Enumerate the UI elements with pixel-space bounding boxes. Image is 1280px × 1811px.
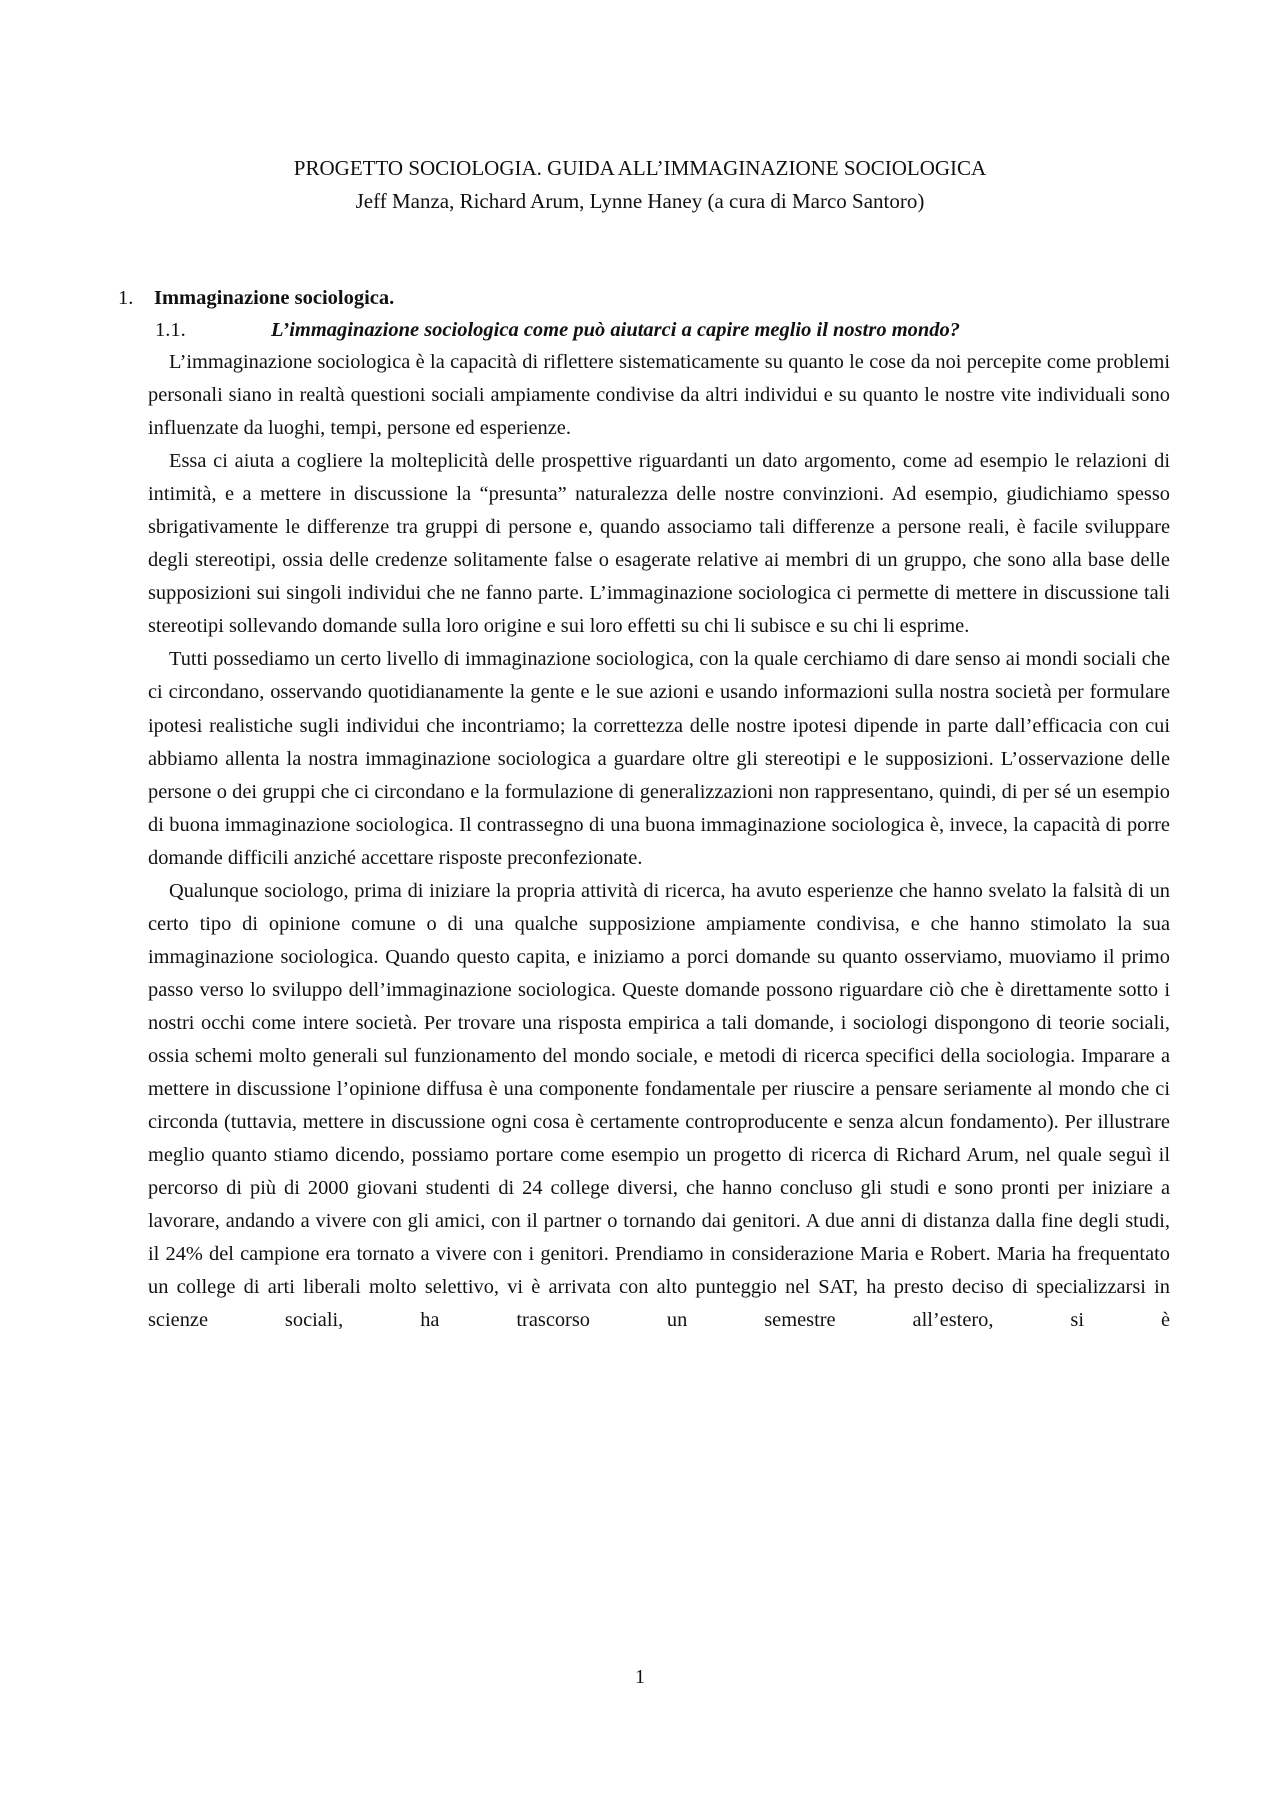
paragraph: Tutti possediamo un certo livello di immaginazione sociologica, con la quale cerchiamo di dare senso ai mondi sociali che ci circondano, osservando quotidianamente la gente e le sue azioni e usando informazioni sulla nostra società per formulare ipotesi realistiche sugli individui che incontriamo; la correttezza delle nostre ipotesi dipende in parte dall’efficacia con cui abbiamo allenta la nostra immaginazione sociologica a guardare oltre gli stereotipi e le supposizioni. L’osservazione delle persone o dei gruppi che ci circondano e la formulazione di generalizzazioni non rappresentano, quindi, di per sé un esempio di buona immaginazione sociologica. Il contrassegno di una buona immaginazione sociologica è, invece, la capacità di porre domande difficili anziché accettare risposte preconfezionate.	[148, 648, 1170, 869]
section-number: 1.	[118, 287, 134, 309]
section-title: Immaginazione sociologica.	[154, 287, 395, 309]
body-text	[148, 346, 1170, 1337]
page-number: 1	[635, 1666, 645, 1688]
subsection-heading	[155, 314, 960, 347]
document-title: PROGETTO SOCIOLOGIA. GUIDA ALL’IMMAGINAZIONE SOCIOLOGICA	[293, 156, 987, 180]
section-heading	[118, 282, 394, 315]
paragraph: Qualunque sociologo, prima di iniziare la propria attività di ricerca, ha avuto esperienze che hanno svelato la falsità di un certo tipo di opinione comune o di una qualche supposizione ampiamente condivisa, e che hanno stimolato la sua immaginazione sociologica. Quando questo capita, e iniziamo a porci domande su quanto osserviamo, muoviamo il primo passo verso lo sviluppo dell’immaginazione sociologica. Queste domande possono riguardare ciò che è direttamente sotto i nostri occhi come intere società. Per trovare una risposta empirica a tali domande, i sociologi dispongono di teorie sociali, ossia schemi molto generali sul funzionamento del mondo sociale, e metodi di ricerca specifici della sociologia. Imparare a mettere in discussione l’opinione diffusa è una componente fondamentale per riuscire a pensare seriamente al mondo che ci circonda (tuttavia, mettere in discussione ogni cosa è certamente controproducente e senza alcun fondamento). Per illustrare meglio quanto stiamo dicendo, possiamo portare come esempio un progetto di ricerca di Richard Arum, nel quale seguì il percorso di più di 2000 giovani studenti di 24 college diversi, che hanno concluso gli studi e sono pronti per iniziare a lavorare, andando a vivere con gli amici, con il partner o tornando dai genitori. A due anni di distanza dalla fine degli studi, il 24% del campione era tornato a vivere con i genitori. Prendiamo in considerazione Maria e Robert. Maria ha frequentato un college di arti liberali molto selettivo, vi è arrivata con alto punteggio nel SAT, ha presto deciso di specializzarsi in scienze sociali, ha trascorso un semestre all’estero, si è	[148, 879, 1170, 1332]
paragraph: Essa ci aiuta a cogliere la molteplicità delle prospettive riguardanti un dato argomento, come ad esempio le relazioni di intimità, e a mettere in discussione la “presunta” naturalezza delle nostre convinzioni. Ad esempio, giudichiamo spesso sbrigativamente le differenze tra gruppi di persone e, quando associamo tali differenze a persone reali, è facile sviluppare degli stereotipi, ossia delle credenze solitamente false o esagerate relative ai membri di un gruppo, che sono alla base delle supposizioni sui singoli individui che ne fanno parte. L’immaginazione sociologica ci permette di mettere in discussione tali stereotipi sollevando domande sulla loro origine e sui loro effetti su chi li subisce e su chi li esprime.	[148, 450, 1170, 638]
document-authors: Jeff Manza, Richard Arum, Lynne Haney (a cura di Marco Santoro)	[355, 189, 925, 213]
subsection-title: L’immaginazione sociologica come può aiutarci a capire meglio il nostro mondo?	[271, 319, 961, 341]
paragraph: L’immaginazione sociologica è la capacità di riflettere sistematicamente su quanto le cose da noi percepite come problemi personali siano in realtà questioni sociali ampiamente condivise da altri individui e su quanto le nostre vite individuali sono influenzate da luoghi, tempi, persone ed esperienze.	[148, 351, 1170, 440]
subsection-number: 1.1.	[155, 319, 186, 341]
